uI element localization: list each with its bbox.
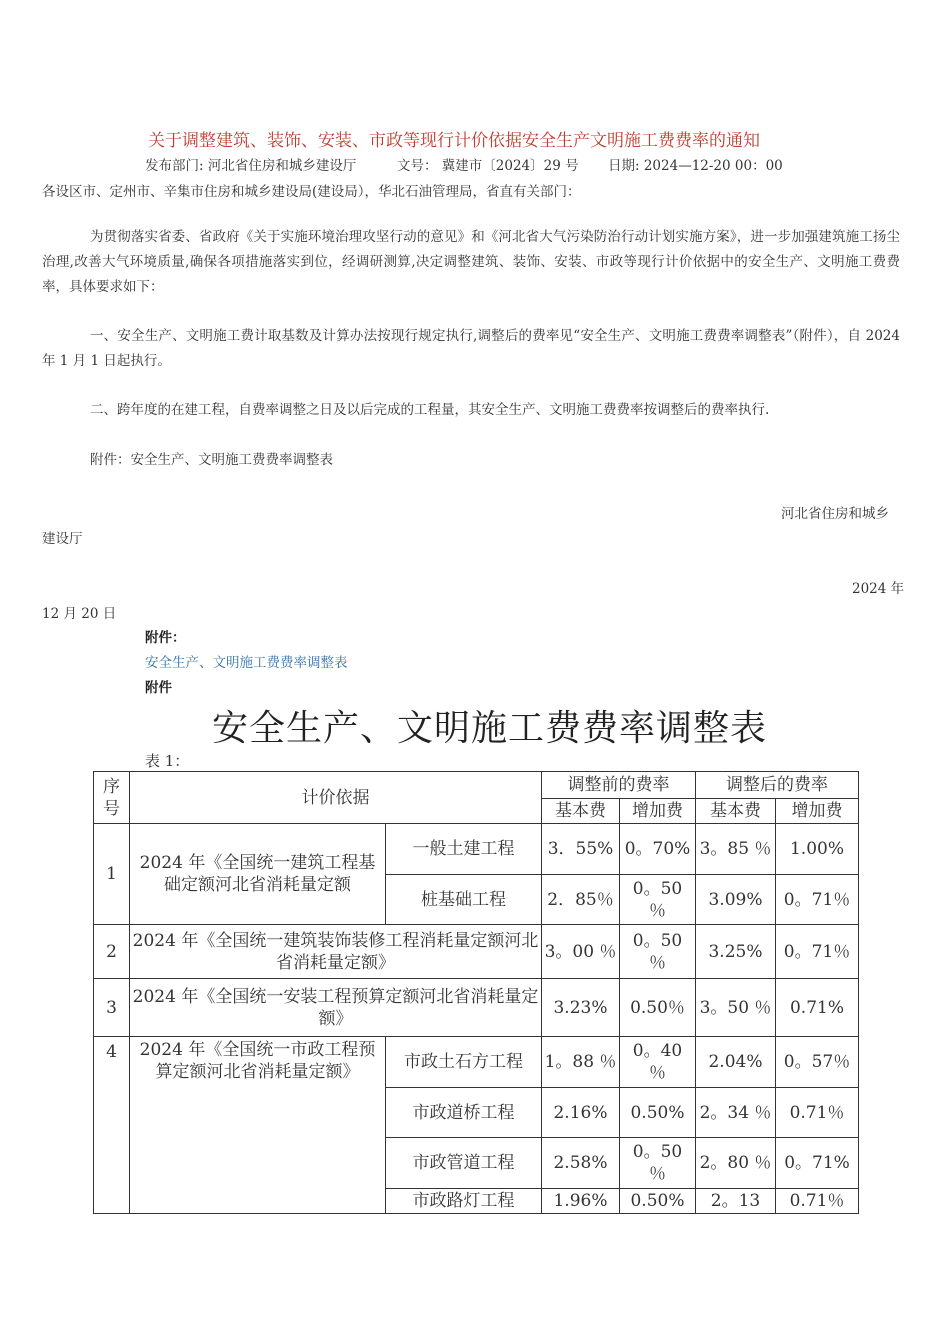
table-row bbox=[94, 1037, 859, 1088]
rate-cell: 0。50 ％ bbox=[620, 1138, 696, 1189]
publishing-department: 发布部门: 河北省住房和城乡建设厅 bbox=[145, 158, 357, 174]
row-number: 4 bbox=[94, 1037, 130, 1214]
publish-date: 日期: 2024—12-20 00：00 bbox=[608, 158, 783, 174]
row-basis: 2024 年《全国统一建筑工程基础定额河北省消耗量定额 bbox=[130, 824, 386, 925]
paragraph-intro: 为贯彻落实省委、省政府《关于实施环境治理攻坚行动的意见》和《河北省大气污染防治行动计划实施方案》，进一步加强建筑施工扬尘治理,改善大气环境质量,确保各项措施落实到位，经调研测算,决定调整建筑、装饰、安装、市政等现行计价依据中的安全生产、文明施工费费率，具体要求如下： bbox=[42, 229, 900, 295]
header-basis: 计价依据 bbox=[130, 772, 542, 824]
rate-cell: 0。50 ％ bbox=[620, 875, 696, 925]
appendix-label-2: 附件 bbox=[145, 680, 172, 696]
rate-cell: 3.23% bbox=[542, 979, 620, 1037]
row-basis: 2024 年《全国统一建筑装饰装修工程消耗量定额河北省消耗量定额》 bbox=[130, 925, 542, 979]
rate-cell: 1.00% bbox=[776, 824, 859, 875]
sub-item-name: 市政管道工程 bbox=[386, 1138, 542, 1189]
table-row bbox=[94, 824, 859, 875]
sub-item-name: 市政道桥工程 bbox=[386, 1088, 542, 1138]
rate-adjustment-table bbox=[93, 771, 859, 1214]
row-basis: 2024 年《全国统一市政工程预算定额河北省消耗量定额》 bbox=[130, 1037, 386, 1214]
rate-cell: 2．85％ bbox=[542, 875, 620, 925]
rate-cell: 3.09% bbox=[696, 875, 776, 925]
document-number: 文号： 冀建市〔2024〕29 号 bbox=[397, 158, 579, 174]
rate-cell: 2.16% bbox=[542, 1088, 620, 1138]
rate-cell: 0。71% bbox=[776, 1138, 859, 1189]
rate-cell: 0。40 ％ bbox=[620, 1037, 696, 1088]
header-before: 调整前的费率 bbox=[542, 772, 696, 799]
sub-item-name: 一般土建工程 bbox=[386, 824, 542, 875]
table-header-row bbox=[94, 772, 859, 799]
header-before-basic: 基本费 bbox=[542, 799, 620, 824]
rate-cell: 3。85 ％ bbox=[696, 824, 776, 875]
appendix-label: 附件： bbox=[145, 630, 186, 646]
rate-cell: 0.50% bbox=[620, 1088, 696, 1138]
row-number: 1 bbox=[94, 824, 130, 925]
row-number: 3 bbox=[94, 979, 130, 1037]
notice-title: 关于调整建筑、装饰、安装、市政等现行计价依据安全生产文明施工费费率的通知 bbox=[148, 131, 760, 151]
table-row bbox=[94, 979, 859, 1037]
rate-cell: 0.71% bbox=[776, 979, 859, 1037]
rate-cell: 1。88 ％ bbox=[542, 1037, 620, 1088]
rate-cell: 3．55% bbox=[542, 824, 620, 875]
table-label: 表 1： bbox=[145, 752, 190, 770]
rate-cell: 2.04% bbox=[696, 1037, 776, 1088]
header-number: 序号 bbox=[94, 772, 130, 824]
paragraph-item-2: 二、跨年度的在建工程，自费率调整之日及以后完成的工程量，其安全生产、文明施工费费率按调整后的费率执行. bbox=[90, 402, 770, 418]
signature-org-line2: 建设厅 bbox=[42, 531, 83, 547]
header-before-extra: 增加费 bbox=[620, 799, 696, 824]
rate-cell: 0.50％ bbox=[620, 979, 696, 1037]
rate-cell: 0.71％ bbox=[776, 1189, 859, 1214]
rate-cell: 2。34 ％ bbox=[696, 1088, 776, 1138]
signature-org-line1: 河北省住房和城乡 bbox=[781, 506, 889, 522]
header-after-basic: 基本费 bbox=[696, 799, 776, 824]
signature-date-line2: 12 月 20 日 bbox=[42, 606, 117, 622]
rate-cell: 1.96% bbox=[542, 1189, 620, 1214]
table-title: 安全生产、文明施工费费率调整表 bbox=[212, 708, 768, 749]
table-row bbox=[94, 925, 859, 979]
row-number: 2 bbox=[94, 925, 130, 979]
row-basis: 2024 年《全国统一安装工程预算定额河北省消耗量定额》 bbox=[130, 979, 542, 1037]
rate-cell: 0。50 ％ bbox=[620, 925, 696, 979]
sub-item-name: 市政路灯工程 bbox=[386, 1189, 542, 1214]
rate-cell: 0。57％ bbox=[776, 1037, 859, 1088]
appendix-link[interactable]: 安全生产、文明施工费费率调整表 bbox=[145, 655, 348, 671]
rate-cell: 2.58% bbox=[542, 1138, 620, 1189]
rate-cell: 3。00 ％ bbox=[542, 925, 620, 979]
header-after-extra: 增加费 bbox=[776, 799, 859, 824]
rate-cell: 2。80 ％ bbox=[696, 1138, 776, 1189]
signature-date-line1: 2024 年 bbox=[852, 581, 905, 597]
attachment-line: 附件：安全生产、文明施工费费率调整表 bbox=[90, 452, 333, 468]
recipients: 各设区市、定州市、辛集市住房和城乡建设局(建设局），华北石油管理局，省直有关部门： bbox=[42, 184, 581, 200]
rate-cell: 2。13 bbox=[696, 1189, 776, 1214]
paragraph-item-1: 一、安全生产、文明施工费计取基数及计算办法按现行规定执行,调整后的费率见“安全生产、文明施工费费率调整表”（附件），自 2024 年 1 月 1 日起执行。 bbox=[42, 328, 900, 369]
rate-cell: 3.25% bbox=[696, 925, 776, 979]
rate-cell: 0。71％ bbox=[776, 875, 859, 925]
sub-item-name: 桩基础工程 bbox=[386, 875, 542, 925]
rate-cell: 0。70% bbox=[620, 824, 696, 875]
header-after: 调整后的费率 bbox=[696, 772, 859, 799]
rate-cell: 0.71％ bbox=[776, 1088, 859, 1138]
rate-cell: 0。71％ bbox=[776, 925, 859, 979]
rate-cell: 3。50 ％ bbox=[696, 979, 776, 1037]
rate-cell: 0.50% bbox=[620, 1189, 696, 1214]
sub-item-name: 市政土石方工程 bbox=[386, 1037, 542, 1088]
